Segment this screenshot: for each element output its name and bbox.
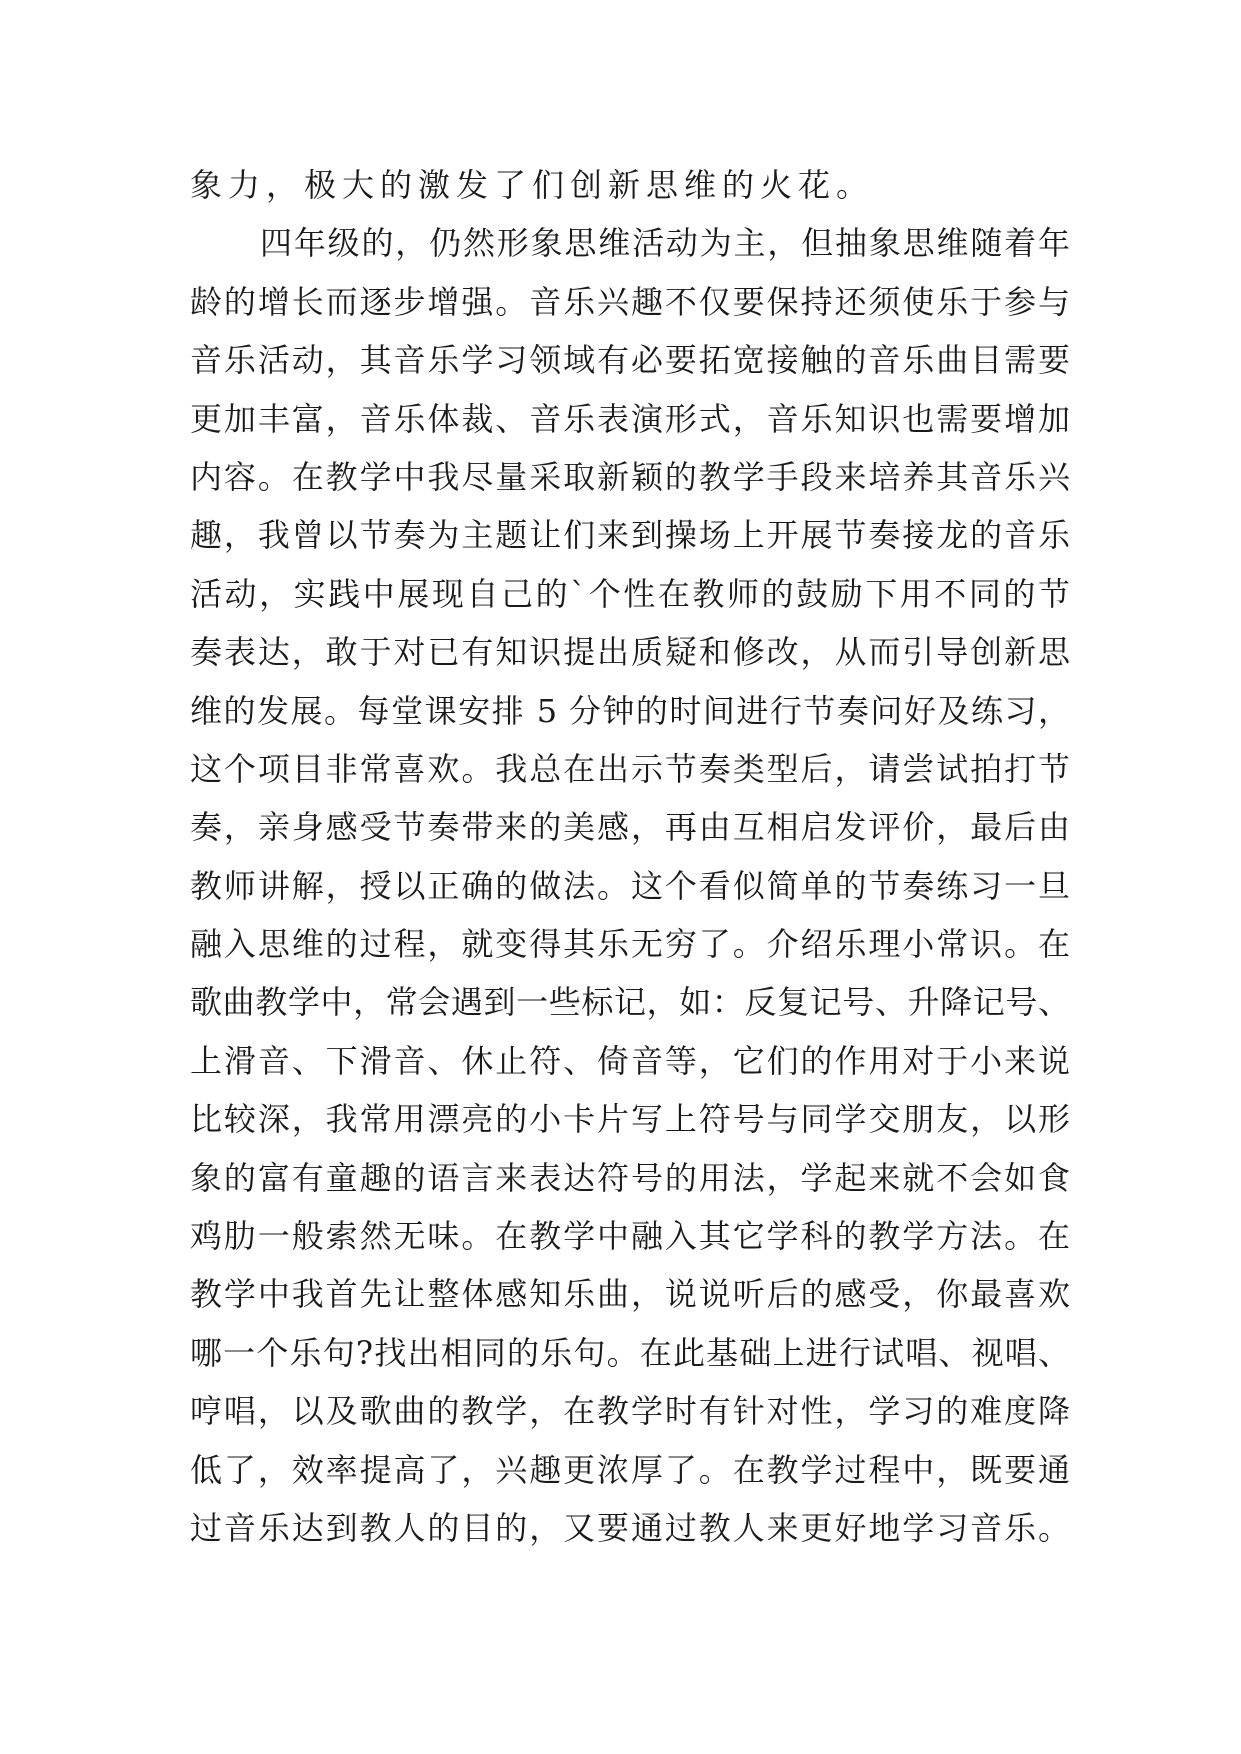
text-line: 维的发展。每堂课安排 5 分钟的时间进行节奏问好及练习， — [190, 691, 1070, 730]
text-line: 歌曲教学中，常会遇到一些标记，如：反复记号、升降记号、 — [190, 983, 1070, 1022]
text-line: 上滑音、下滑音、休止符、倚音等，它们的作用对于小来说 — [190, 1041, 1070, 1080]
text-line: 奏表达，敢于对已有知识提出质疑和修改，从而引导创新思 — [190, 633, 1070, 672]
text-line: 哼唱，以及歌曲的教学，在教学时有针对性，学习的难度降 — [190, 1392, 1070, 1431]
text-line: 奏，亲身感受节奏带来的美感，再由互相启发评价，最后由 — [190, 808, 1070, 847]
text-line: 教学中我首先让整体感知乐曲，说说听后的感受，你最喜欢 — [190, 1275, 1070, 1314]
text-line: 鸡肋一般索然无味。在教学中融入其它学科的教学方法。在 — [190, 1217, 1070, 1256]
paragraph-first-line: 四年级的，仍然形象思维活动为主，但抽象思维随着年 — [260, 224, 1070, 263]
text-line: 过音乐达到教人的目的，又要通过教人来更好地学习音乐。 — [190, 1508, 1070, 1547]
body-text — [190, 156, 1070, 1557]
text-line: 象力，极大的激发了们创新思维的火花。 — [190, 166, 875, 204]
text-line: 教师讲解，授以正确的做法。这个看似简单的节奏练习一旦 — [190, 866, 1070, 905]
text-line: 这个项目非常喜欢。我总在出示节奏类型后，请尝试拍打节 — [190, 749, 1070, 788]
text-line: 哪一个乐句?找出相同的乐句。在此基础上进行试唱、视唱、 — [190, 1333, 1070, 1372]
text-line: 融入思维的过程，就变得其乐无穷了。介绍乐理小常识。在 — [190, 925, 1070, 964]
text-line: 活动，实践中展现自己的`个性在教师的鼓励下用不同的节 — [190, 574, 1070, 613]
text-line: 内容。在教学中我尽量采取新颖的教学手段来培养其音乐兴 — [190, 457, 1070, 496]
text-line: 象的富有童趣的语言来表达符号的用法，学起来就不会如食 — [190, 1158, 1070, 1197]
text-line: 音乐活动，其音乐学习领域有必要拓宽接触的音乐曲目需要 — [190, 341, 1070, 380]
text-line: 龄的增长而逐步增强。音乐兴趣不仅要保持还须使乐于参与 — [190, 282, 1070, 321]
text-line: 更加丰富，音乐体裁、音乐表演形式，音乐知识也需要增加 — [190, 399, 1070, 438]
text-line: 比较深，我常用漂亮的小卡片写上符号与同学交朋友，以形 — [190, 1100, 1070, 1139]
text-line: 趣，我曾以节奏为主题让们来到操场上开展节奏接龙的音乐 — [190, 516, 1070, 555]
text-line: 低了，效率提高了，兴趣更浓厚了。在教学过程中，既要通 — [190, 1450, 1070, 1489]
